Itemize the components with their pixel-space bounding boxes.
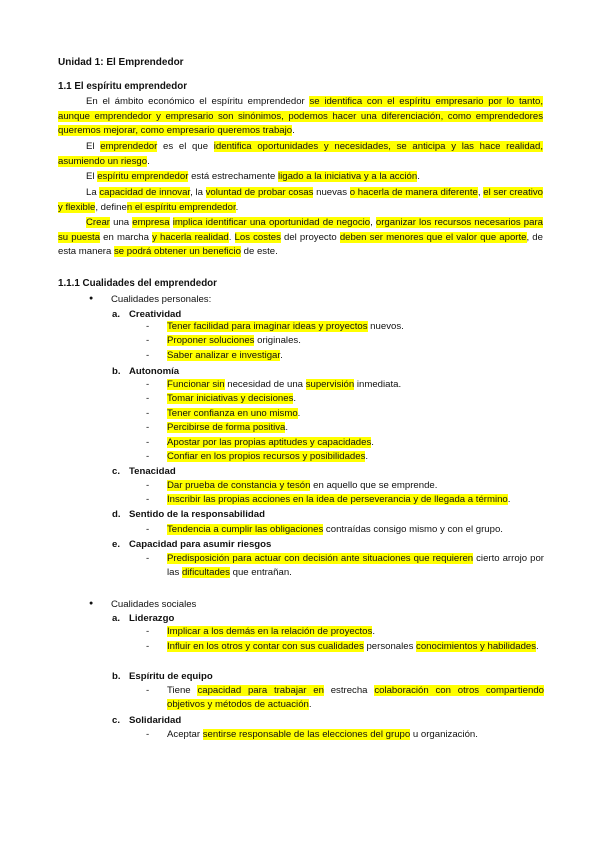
section-heading-1-1-1: 1.1.1 Cualidades del emprendedor xyxy=(58,278,217,289)
list-item xyxy=(149,493,544,507)
paragraph xyxy=(58,216,543,260)
highlighted-text: sentirse responsable de las elecciones del grupo xyxy=(202,729,411,740)
highlighted-text: deben ser menores que el valor que aporte xyxy=(339,231,527,243)
text-run: u organización. xyxy=(410,729,478,740)
text-run: está estrechamente xyxy=(188,171,278,182)
text-run: nuevas xyxy=(313,187,350,198)
list-item xyxy=(149,684,544,713)
highlighted-text: Los costes xyxy=(234,231,281,243)
highlighted-text: espíritu emprendedor xyxy=(97,171,189,182)
text-run: , de esta manera xyxy=(58,231,543,258)
list-item xyxy=(149,392,544,406)
highlighted-text: conocimientos y habilidades xyxy=(416,641,537,652)
text-run: , la xyxy=(190,187,206,198)
paragraph xyxy=(58,186,543,215)
text-run: . xyxy=(292,125,295,137)
text-run: originales. xyxy=(254,335,301,346)
text-run: . xyxy=(285,422,289,433)
sub-heading: e. Capacidad para asumir riesgos xyxy=(112,539,272,550)
text-run: cierto arrojo por las xyxy=(167,553,544,579)
highlighted-text: n el espíritu emprendedor xyxy=(126,201,236,213)
text-run: estrecha xyxy=(323,685,375,696)
text-run: personales xyxy=(363,641,417,652)
highlighted-text: Crear xyxy=(86,217,110,228)
highlighted-text: Implicar a los demás en la relación de proyectos xyxy=(167,626,373,637)
text-run: . xyxy=(297,408,301,419)
list-item xyxy=(149,552,544,581)
text-run: en marcha xyxy=(100,231,153,243)
bullet-social-qualities: ● Cualidades sociales xyxy=(92,599,196,610)
highlighted-text: Saber analizar e investigar xyxy=(167,350,281,361)
highlighted-text: Predisposición para actuar con decisión ante situaciones que requieren xyxy=(167,553,474,564)
list-item xyxy=(149,421,544,435)
list-item xyxy=(149,479,544,493)
text-run: . xyxy=(293,393,297,404)
text-run: . xyxy=(365,451,369,462)
text-run: El xyxy=(86,141,101,152)
highlighted-text: Apostar por las propias aptitudes y capacidades xyxy=(167,437,372,448)
sub-heading: b. Espíritu de equipo xyxy=(112,671,213,682)
highlighted-text: organizar los recursos necesarios para su puesta xyxy=(58,217,543,243)
text-run: . xyxy=(280,350,283,361)
text-run: una xyxy=(110,217,133,228)
text-run: Tiene xyxy=(167,685,198,696)
highlighted-text: implica identificar una oportunidad de negocio xyxy=(172,217,371,228)
bullet-personal-qualities: ● Cualidades personales: xyxy=(92,294,211,305)
sub-heading: c. Tenacidad xyxy=(112,466,176,477)
highlighted-text: supervisión xyxy=(305,379,355,390)
sub-heading: a. Liderazgo xyxy=(112,613,175,624)
list-item xyxy=(149,407,544,421)
text-run: . xyxy=(507,494,511,505)
highlighted-text: empresa xyxy=(132,217,170,228)
list-item xyxy=(149,378,544,392)
text-run: necesidad de una xyxy=(224,379,306,390)
text-run: en aquello que se emprende. xyxy=(310,480,438,491)
text-run: , xyxy=(477,187,484,198)
text-run: nuevos. xyxy=(367,321,404,332)
list-item xyxy=(149,728,544,742)
highlighted-text: capacidad para trabajar en xyxy=(197,685,324,696)
highlighted-text: Confiar en los propios recursos y posibilidades xyxy=(167,451,366,462)
highlighted-text: Tendencia a cumplir las obligaciones xyxy=(167,524,324,535)
highlighted-text: colaboración con otros compartiendo objetivos y métodos de actuación xyxy=(167,685,544,711)
text-run: En el ámbito económico el espíritu emprendedor xyxy=(86,96,310,107)
list-item xyxy=(149,523,544,537)
text-run: . xyxy=(308,699,312,711)
list-item xyxy=(149,436,544,450)
text-run: . xyxy=(536,641,539,652)
section-heading-1-1: 1.1 El espíritu emprendedor xyxy=(58,81,188,92)
highlighted-text: Influir en los otros y contar con sus cualidades xyxy=(167,641,364,652)
sub-heading: b. Autonomía xyxy=(112,366,180,377)
highlighted-text: el ser creativo y flexible xyxy=(58,187,544,213)
highlighted-text: Funcionar sin xyxy=(167,379,225,390)
list-item xyxy=(149,625,544,639)
list-item xyxy=(149,450,544,464)
highlighted-text: Percibirse de forma positiva xyxy=(167,422,286,433)
text-run: contraídas consigo mismo y con el grupo. xyxy=(323,524,503,535)
text-run: El xyxy=(86,171,98,182)
highlighted-text: Tomar iniciativas y decisiones xyxy=(167,393,294,404)
text-run: La xyxy=(86,187,100,198)
highlighted-text: o hacerla de manera diferente xyxy=(349,187,478,198)
highlighted-text: se podrá obtener un beneficio xyxy=(114,246,241,258)
sub-heading: c. Solidaridad xyxy=(112,715,182,726)
list-item xyxy=(149,320,544,334)
text-run: Aceptar xyxy=(167,729,203,740)
text-run: de este. xyxy=(240,246,278,258)
highlighted-text: y hacerla realidad xyxy=(152,231,229,243)
highlighted-text: Dar prueba de constancia y tesón xyxy=(167,480,311,491)
text-run: del proyecto xyxy=(280,231,340,243)
list-item xyxy=(149,640,544,654)
text-run: que entrañan. xyxy=(229,567,292,579)
highlighted-text: voluntad de probar cosas xyxy=(205,187,314,198)
highlighted-text: Proponer soluciones xyxy=(167,335,255,346)
highlighted-text: emprendedor xyxy=(100,141,158,152)
text-run: , define xyxy=(95,201,127,213)
sub-heading: a. Creatividad xyxy=(112,309,182,320)
highlighted-text: identifica oportunidades y necesidades, se anticipa y las hace realidad, asumiendo un riesgo xyxy=(58,141,543,167)
text-run: . xyxy=(372,626,375,637)
list-item xyxy=(149,334,544,348)
text-run: . xyxy=(228,231,235,243)
highlighted-text: dificultades xyxy=(181,567,230,579)
paragraph xyxy=(58,170,543,185)
highlighted-text: ligado a la iniciativa y a la acción xyxy=(278,171,418,182)
text-run: inmediata. xyxy=(354,379,402,390)
highlighted-text: Tener confianza en uno mismo xyxy=(167,408,298,419)
text-run: . xyxy=(371,437,374,448)
sub-heading: d. Sentido de la responsabilidad xyxy=(112,509,265,520)
highlighted-text: se identifica con el espíritu empresario por lo tanto, aunque emprendedor y empresario son sinónimos, podemos hacer una diferenciación, como emprendedores queremos mejorar, como empresario queremos trabajo xyxy=(58,96,543,137)
unit-title: Unidad 1: El Emprendedor xyxy=(58,57,184,68)
text-run: . xyxy=(417,171,420,182)
text-run: . xyxy=(235,201,239,213)
text-run: , xyxy=(370,217,376,228)
paragraph xyxy=(58,140,543,169)
list-item xyxy=(149,349,544,363)
highlighted-text: Tener facilidad para imaginar ideas y proyectos xyxy=(167,321,368,332)
paragraph xyxy=(58,95,543,139)
highlighted-text: Inscribir las propias acciones en la idea de perseverancia y de llegada a término xyxy=(167,494,508,505)
text-run: es el que xyxy=(157,141,214,152)
text-run: . xyxy=(147,155,150,167)
highlighted-text: capacidad de innovar xyxy=(99,187,191,198)
